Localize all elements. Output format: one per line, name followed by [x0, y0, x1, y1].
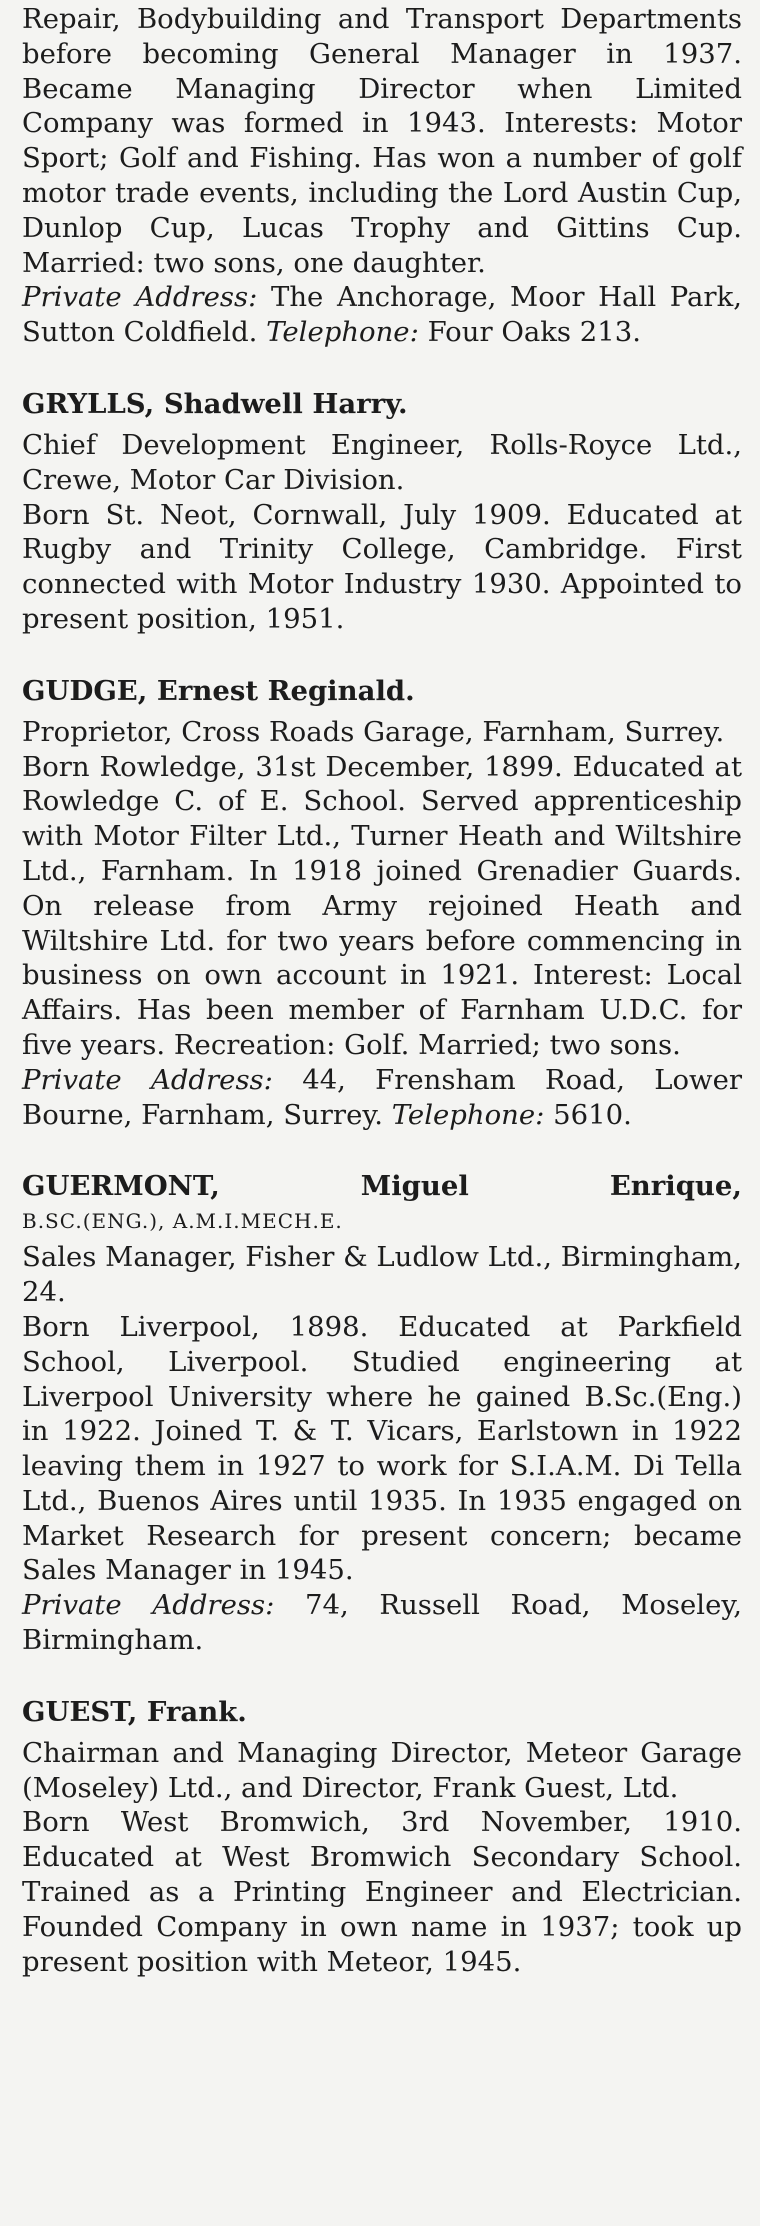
telephone-label: Telephone: [391, 1098, 545, 1131]
entry-body: Born West Bromwich, 3rd November, 1910. Educated at West Bromwich Secondary School. Trained as a Printing Engineer and Electrician. Founded Company in own name in 1937; took up present position with Meteor, 1945. [22, 1806, 742, 1978]
entry-guest [22, 1694, 742, 1980]
entry-address [22, 1588, 742, 1658]
address-text: 44, Frensham Road, Lower Bourne, Farnham, Surrey. [22, 1063, 742, 1131]
address-label: Private Address: [22, 281, 258, 314]
name-first: Miguel [360, 1170, 469, 1203]
name-surname: GUERMONT, [22, 1170, 220, 1203]
entry-body: Repair, Bodybuilding and Transport Departments before becoming General Manager in 1937. Became Managing Director when Limited Company was formed in 1943. Interests: Motor Sport; Golf and Fishing. Has won a number of golf motor trade events, including the Lord Austin Cup, Dunlop Cup, Lucas Trophy and Gittins Cup. Married: two sons, one daughter. [22, 3, 742, 279]
entry-qualifications: B.SC.(ENG.), A.M.I.MECH.E. [22, 1209, 343, 1234]
telephone-text: Four Oaks 213. [418, 316, 642, 349]
entry-address [22, 280, 742, 350]
name-middle: Enrique, [609, 1170, 742, 1203]
address-label: Private Address: [22, 1063, 273, 1096]
entry-grylls [22, 386, 742, 637]
entry-continuation [22, 2, 742, 350]
directory-page [22, 2, 742, 1979]
entry-name: GUEST, Frank. [22, 1695, 247, 1728]
entry-name [22, 1168, 742, 1204]
entry-position: Proprietor, Cross Roads Garage, Farnham, Surrey. [22, 715, 725, 748]
entry-body: Born Liverpool, 1898. Educated at Parkfield School, Liverpool. Studied engineering at Liverpool University where he gained B.Sc.(Eng.) in 1922. Joined T. & T. Vicars, Earlstown in 1922 leaving them in 1927 to work for S.I.A.M. Di Tella Ltd., Buenos Aires until 1935. In 1935 engaged on Market Research for present concern; became Sales Manager in 1945. [22, 1310, 742, 1587]
entry-gudge [22, 673, 742, 1133]
entry-name: GUDGE, Ernest Reginald. [22, 674, 415, 707]
address-text: 74, Russell Road, Moseley, Birmingham. [22, 1589, 742, 1657]
entry-address [22, 1063, 742, 1133]
telephone-text: 5610. [544, 1098, 632, 1131]
entry-guermont [22, 1168, 742, 1658]
entry-body: Born St. Neot, Cornwall, July 1909. Educated at Rugby and Trinity College, Cambridge. First connected with Motor Industry 1930. Appointed to present position, 1951. [22, 498, 742, 635]
entry-position: Sales Manager, Fisher & Ludlow Ltd., Birmingham, 24. [22, 1241, 742, 1309]
entry-body: Born Rowledge, 31st December, 1899. Educated at Rowledge C. of E. School. Served apprenticeship with Motor Filter Ltd., Turner Heath and Wiltshire Ltd., Farnham. In 1918 joined Grenadier Guards. On release from Army rejoined Heath and Wiltshire Ltd. for two years before commencing in business on own account in 1921. Interest: Local Affairs. Has been member of Farnham U.D.C. for five years. Recreation: Golf. Married; two sons. [22, 750, 742, 1061]
entry-position: Chief Development Engineer, Rolls-Royce Ltd., Crewe, Motor Car Division. [22, 428, 742, 496]
telephone-label: Telephone: [266, 316, 419, 349]
entry-position: Chairman and Managing Director, Meteor Garage (Moseley) Ltd., and Director, Frank Guest, Ltd. [22, 1736, 742, 1804]
entry-name: GRYLLS, Shadwell Harry. [22, 387, 408, 420]
address-label: Private Address: [22, 1589, 275, 1622]
address-text: The Anchorage, Moor Hall Park, Sutton Coldfield. [22, 281, 742, 349]
